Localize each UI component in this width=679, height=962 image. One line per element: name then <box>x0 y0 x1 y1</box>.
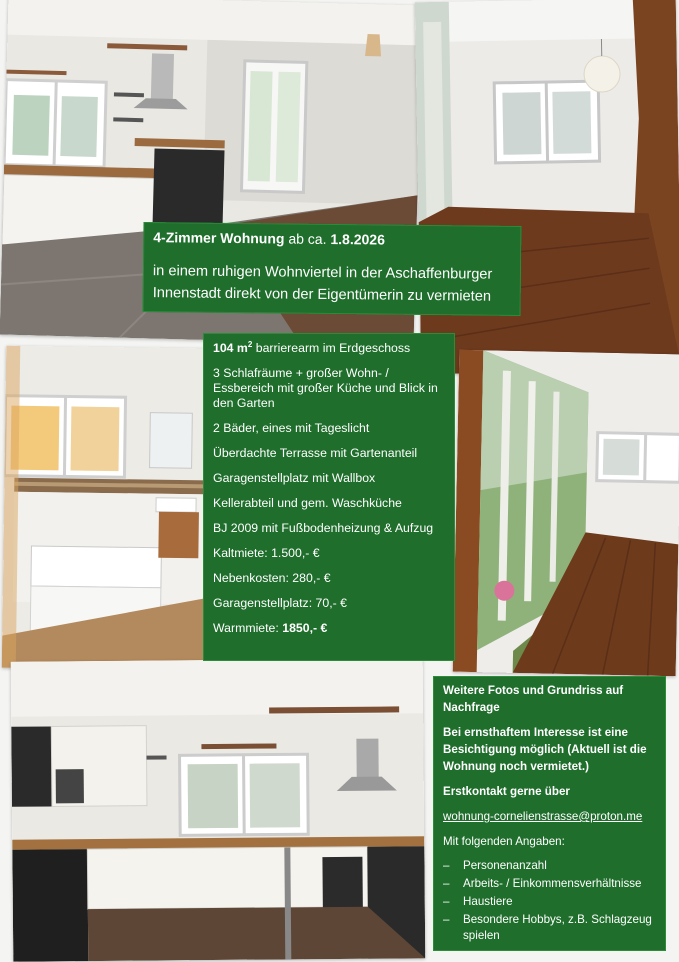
headline-bold: 4-Zimmer Wohnung <box>153 229 284 246</box>
warm-rent-label: Warmmiete: <box>213 621 282 635</box>
headline <box>153 226 511 252</box>
contact-email-link[interactable]: wohnung-cornelienstrasse@proton.me <box>443 808 656 825</box>
kitchen-photo <box>11 658 426 962</box>
dash-bullet: – <box>443 876 449 892</box>
list-item: – Personenanzahl <box>443 858 656 874</box>
headline-mid: ab ca. <box>284 231 330 247</box>
feature-item: Garagenstellplatz mit Wallbox <box>213 471 445 486</box>
first-contact-label: Erstkontakt gerne über <box>443 783 656 800</box>
list-item: – Besondere Hobbys, z.B. Schlagzeug spielen <box>443 912 656 944</box>
dash-bullet: – <box>443 858 449 874</box>
features-box <box>203 333 455 661</box>
mural-room-photo <box>453 350 679 677</box>
headline-line-1: in einem ruhigen Wohnviertel in der Aschaffenburger <box>153 260 511 286</box>
dash-bullet: – <box>443 912 449 928</box>
list-item: – Haustiere <box>443 894 656 910</box>
feature-item: Kellerabteil und gem. Waschküche <box>213 496 445 511</box>
warm-rent-value: 1850,- € <box>282 621 327 635</box>
feature-warm-rent <box>213 621 445 636</box>
feature-garage-rent: Garagenstellplatz: 70,- € <box>213 596 445 611</box>
feature-item: 2 Bäder, eines mit Tageslicht <box>213 421 445 436</box>
dash-bullet: – <box>443 894 449 910</box>
headline-line-2: Innenstadt direkt von der Eigentümerin zu vermieten <box>153 282 511 308</box>
feature-cold-rent: Kaltmiete: 1.500,- € <box>213 546 445 561</box>
headline-date: 1.8.2026 <box>330 231 385 248</box>
more-photos-note: Weitere Fotos und Grundriss auf Nachfrage <box>443 682 656 716</box>
details-list <box>443 858 656 944</box>
list-item: – Arbeits- / Einkommensverhältnisse <box>443 876 656 892</box>
feature-area <box>213 337 445 356</box>
bathroom-photo <box>2 346 208 671</box>
area-value: 104 $m^2$ <box>213 341 252 355</box>
feature-item: Überdachte Terrasse mit Gartenanteil <box>213 446 445 461</box>
feature-item: 3 Schlafräume + großer Wohn- / Essbereich mit großer Küche und Blick in den Garten <box>213 366 445 411</box>
area-rest: barrierearm im Erdgeschoss <box>252 341 410 355</box>
feature-extra-costs: Nebenkosten: 280,- € <box>213 571 445 586</box>
bedroom-photo <box>415 0 679 374</box>
details-intro: Mit folgenden Angaben: <box>443 833 656 850</box>
feature-item: BJ 2009 mit Fußbodenheizung & Aufzug <box>213 521 445 536</box>
headline-box <box>143 222 522 316</box>
contact-box <box>433 676 666 951</box>
viewing-note: Bei ernsthaftem Interesse ist eine Besichtigung möglich (Aktuell ist die Wohnung noch vermietet.) <box>443 724 656 775</box>
